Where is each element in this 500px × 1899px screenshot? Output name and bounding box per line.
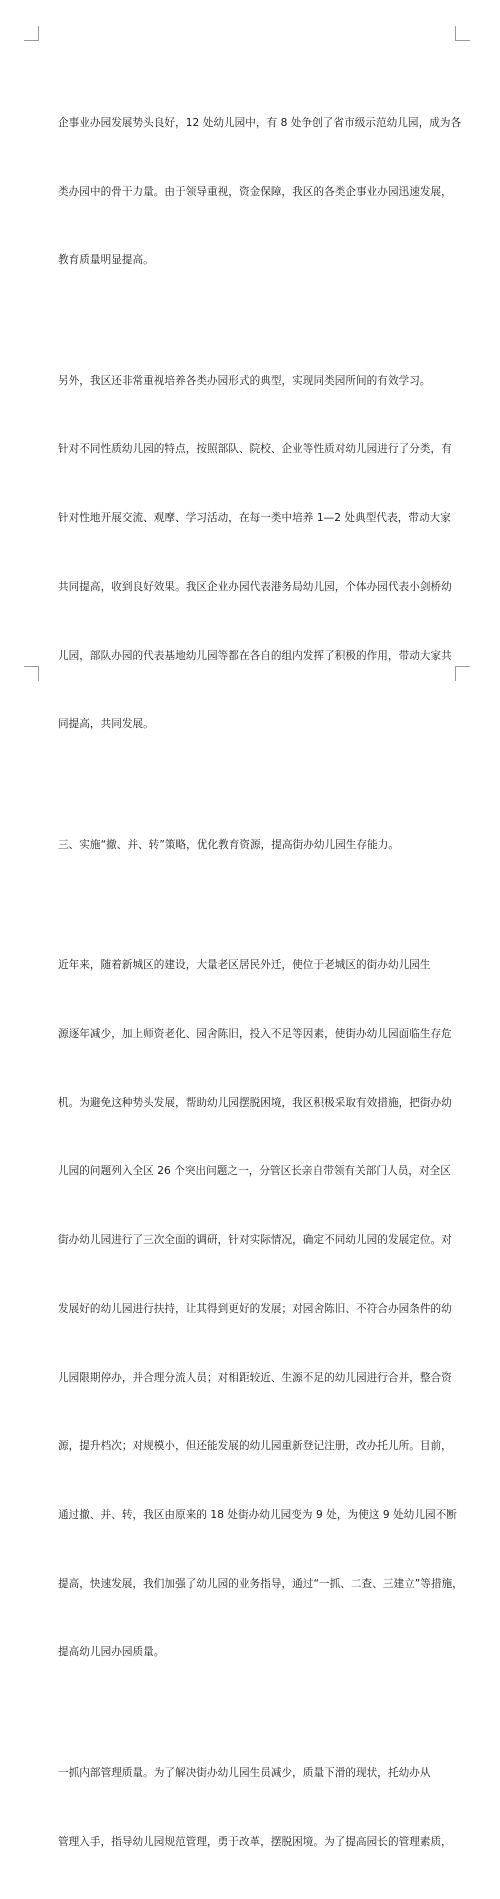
text-line: 另外，我区还非常重视培养各类办园形式的典型，实现同类园所间的有效学习。	[58, 374, 431, 387]
crop-mark-bottom-left	[24, 666, 39, 681]
text-line: 提高，快速发展，我们加强了幼儿园的业务指导，通过“一抓、二查、三建立”等措施，	[58, 1577, 463, 1590]
text-line: 儿园，部队办园的代表基地幼儿园等都在各自的组内发挥了积极的作用，带动大家共	[58, 649, 452, 662]
paragraph-1	[58, 66, 462, 318]
text-line: 近年来，随着新城区的建设，大量老区居民外迁，使位于老城区的街办幼儿园生	[58, 959, 431, 972]
text-line: 类办园中的骨干力量。由于领导重视，资金保障，我区的各类企事业办园迅速发展，	[58, 185, 452, 198]
text-line: 针对不同性质幼儿园的特点，按照部队、院校、企业等性质对幼儿园进行了分类，有	[58, 443, 452, 456]
text-line: 提高幼儿园办园质量。	[58, 1646, 165, 1659]
text-line: 源，提升档次；对规模小，但还能发展的幼儿园重新登记注册，改办托儿所。目前，	[58, 1440, 452, 1453]
text-line: 教育质量明显提高。	[58, 254, 154, 267]
paragraph-3	[58, 908, 463, 1710]
text-line: 机。为避免这种势头发展，帮助幼儿园摆脱困境，我区积极采取有效措施，把街办幼	[58, 1096, 452, 1109]
text-line: 通过撤、并、转，我区由原来的 18 处街办幼儿园变为 9 处，为使这 9 处幼儿园不断	[58, 1508, 457, 1521]
text-line: 针对性地开展交流、观摩、学习活动，在每一类中培养 1—2 处典型代表，带动大家	[58, 512, 451, 525]
text-line: 街办幼儿园进行了三次全面的调研，针对实际情况，确定不同幼儿园的发展定位。对	[58, 1234, 452, 1247]
crop-mark-top-right	[455, 26, 470, 41]
paragraph-2	[58, 324, 452, 782]
text-line: 企事业办园发展势头良好，12 处幼儿园中，有 8 处争创了省市级示范幼儿园，成为各	[58, 116, 462, 129]
section-heading	[58, 788, 442, 903]
text-line: 源逐年减少，加上师资老化、园舍陈旧，投入不足等因素，使街办幼儿园面临生存危	[58, 1027, 452, 1040]
crop-mark-top-left	[24, 26, 39, 41]
text-line: 发展好的幼儿园进行扶持，让其得到更好的发展；对园舍陈旧、不符合办园条件的幼	[58, 1302, 452, 1315]
paragraph-4	[58, 1716, 452, 1899]
text-line: 管理入手，指导幼儿园规范管理，勇于改革，摆脱困境。为了提高园长的管理素质，	[58, 1835, 452, 1848]
text-line: 同提高，共同发展。	[58, 718, 154, 731]
text-line: 共同提高，收到良好效果。我区企业办园代表港务局幼儿园，个体办园代表小剑桥幼	[58, 580, 452, 593]
crop-mark-bottom-right	[455, 666, 470, 681]
document-body	[58, 66, 463, 1899]
text-line: 三、实施“撤、并、转”策略，优化教育资源，提高街办幼儿园生存能力。	[58, 838, 400, 851]
text-line: 儿园的问题列入全区 26 个突出问题之一，分管区长亲自带领有关部门人员，对全区	[58, 1165, 451, 1178]
text-line: 儿园限期停办，并合理分流人员；对相距较近、生源不足的幼儿园进行合并，整合资	[58, 1371, 452, 1384]
text-line: 一抓内部管理质量。为了解决街办幼儿园生员减少，质量下滑的现状，托幼办从	[58, 1766, 431, 1779]
